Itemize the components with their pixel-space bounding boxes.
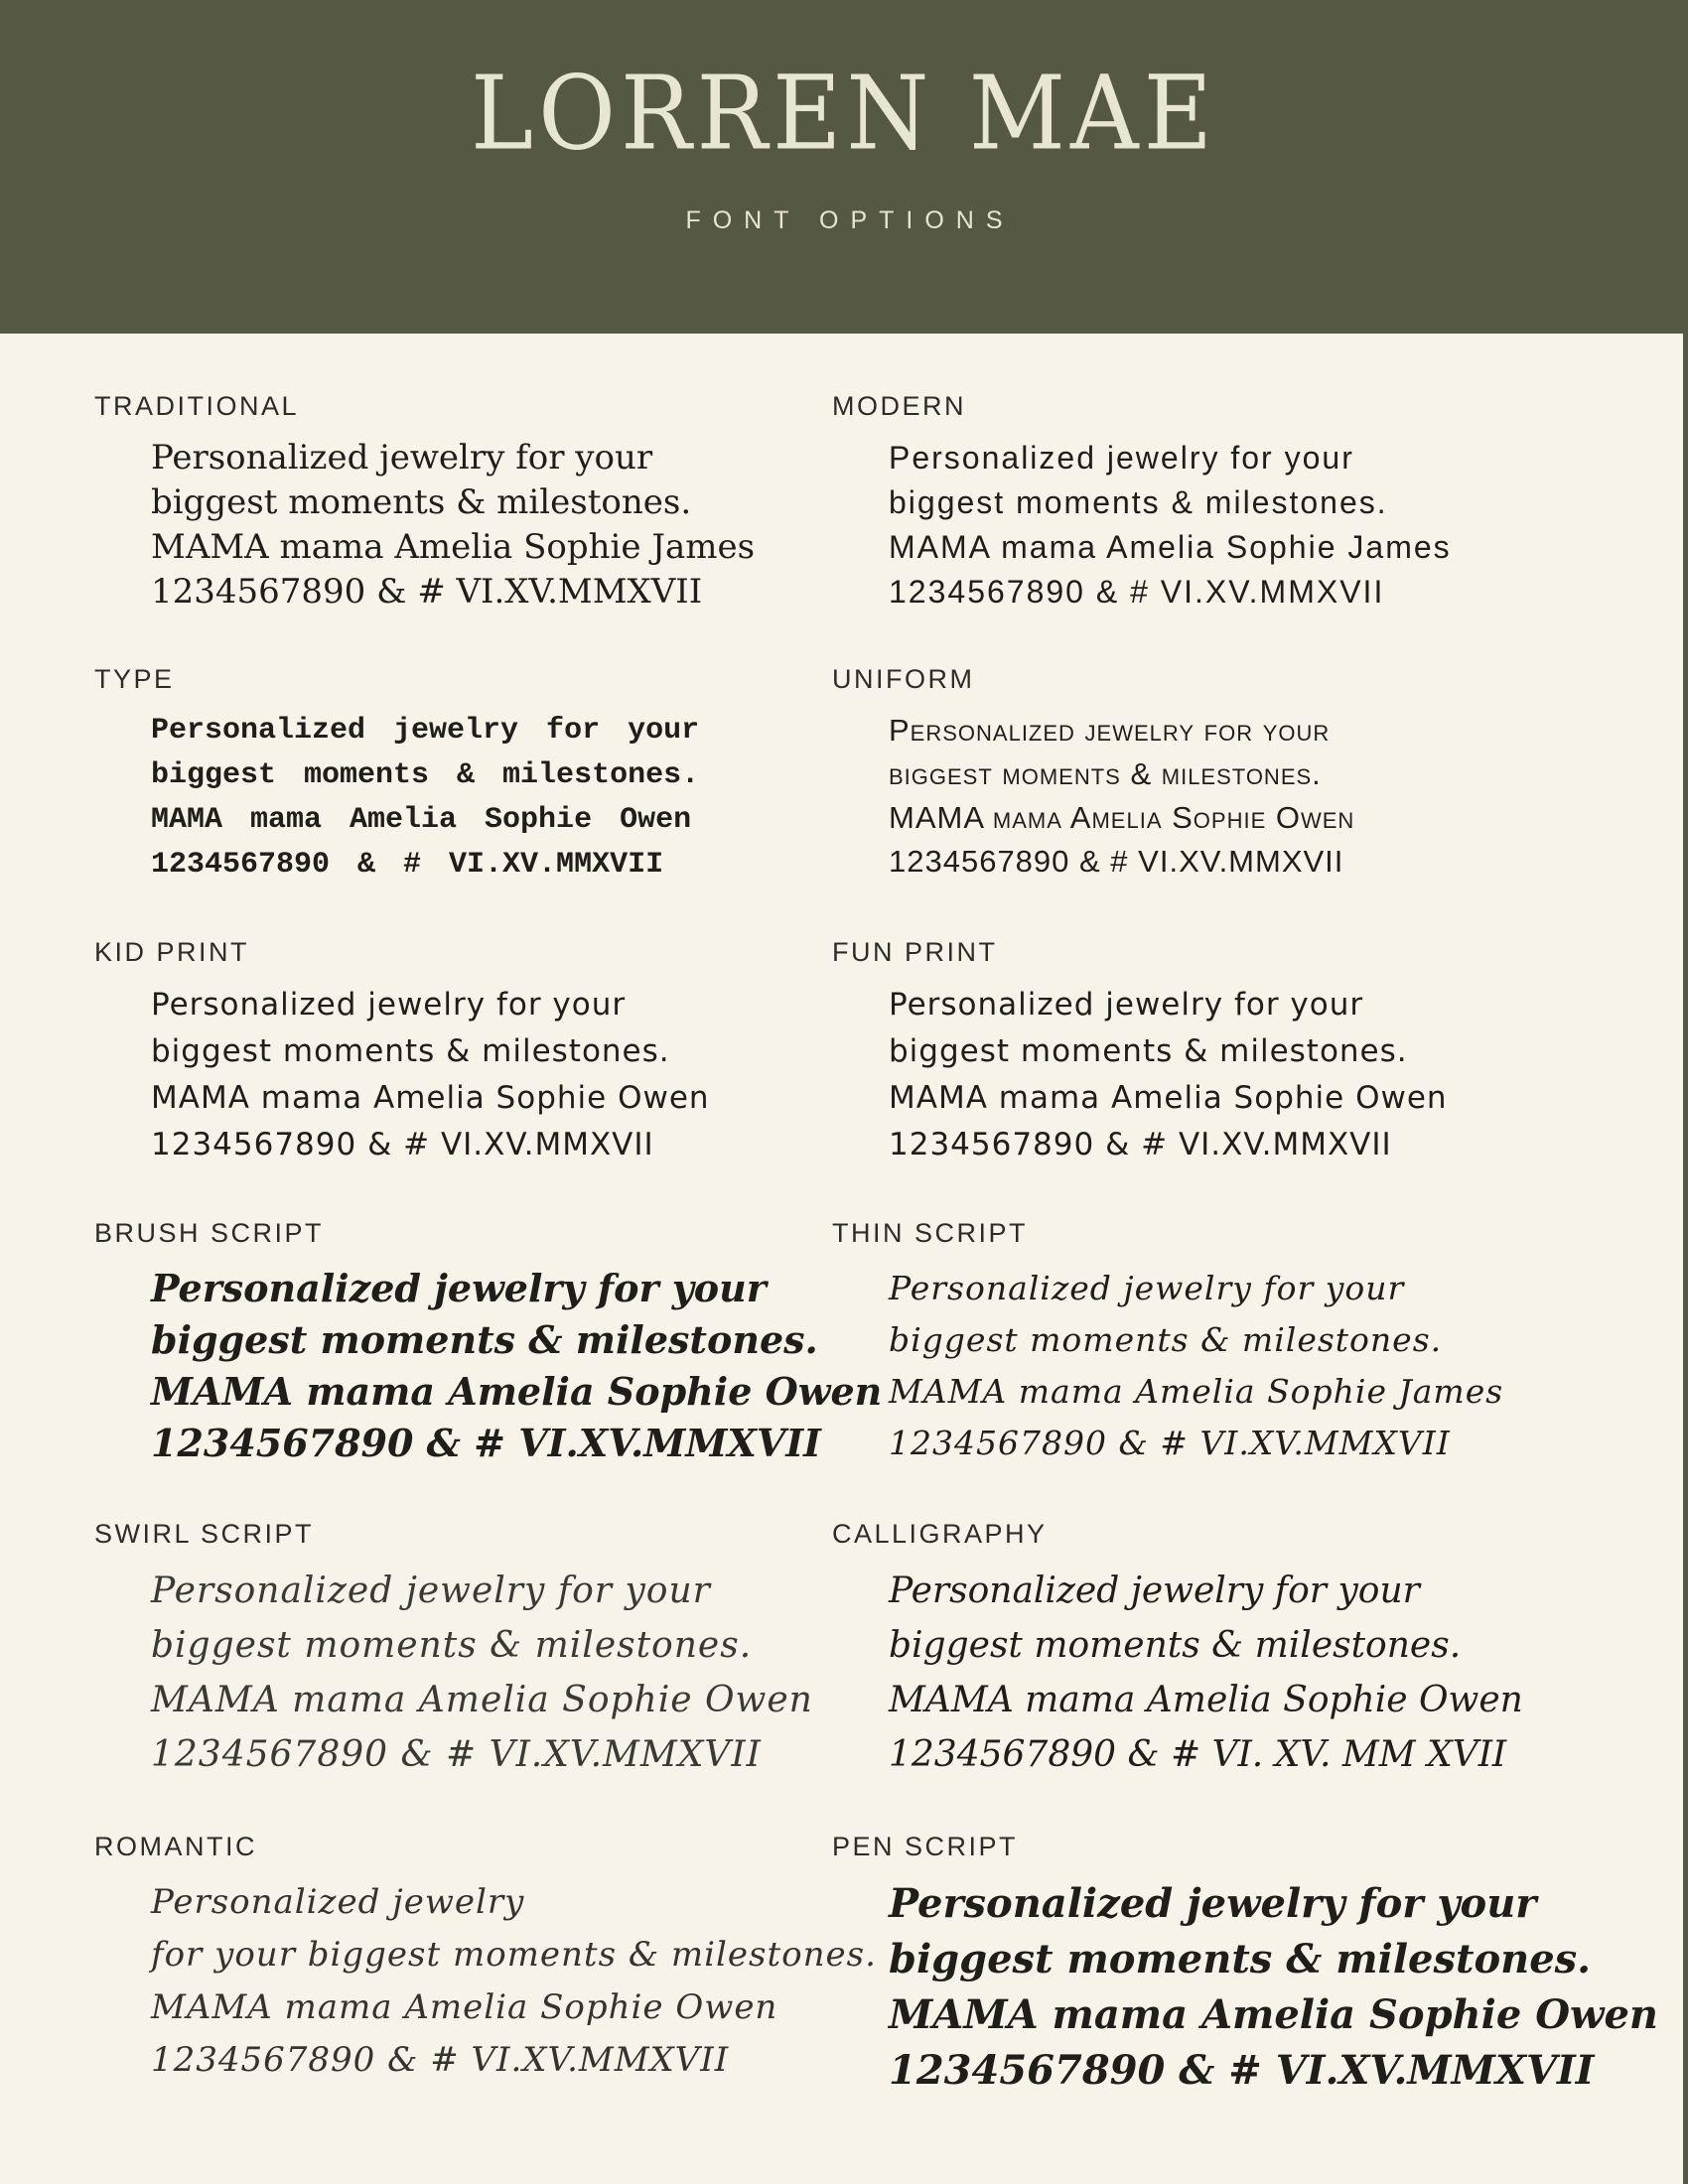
font-sample [832, 436, 1688, 614]
sample-line: Personalized jewelry for your [889, 713, 1331, 748]
sample-line: biggest moments & milestones. [889, 484, 1388, 520]
section-label: CALLIGRAPHY [832, 1519, 1048, 1549]
section-label: BRUSH SCRIPT [94, 1218, 325, 1248]
section-label: SWIRL SCRIPT [94, 1519, 315, 1549]
font-section-pen-script [814, 1832, 1688, 2099]
sample-line: biggest moments & milestones. [151, 1317, 818, 1362]
font-samples-grid [0, 334, 1688, 2148]
sample-line: MAMA mama Amelia Sophie Owen [151, 1987, 778, 2027]
sample-line: Personalized jewelry for your [151, 438, 653, 478]
sample-line: biggest moments & milestones. [889, 1033, 1408, 1069]
sample-line: Personalized jewelry for your [151, 987, 627, 1023]
sample-line: MAMA mama Amelia Sophie Owen [889, 1991, 1658, 2038]
font-section-romantic [0, 1832, 877, 2099]
section-label: TRADITIONAL [94, 391, 300, 421]
section-label: FUN PRINT [832, 937, 998, 967]
sample-line: biggest moments & milestones. [151, 482, 692, 522]
sample-line: Personalized jewelry for your [889, 1570, 1420, 1611]
sample-line: biggest moments & milestones. [151, 1033, 670, 1069]
font-section-calligraphy [814, 1519, 1688, 1782]
section-label: PEN SCRIPT [832, 1832, 1019, 1861]
sample-line: 1234567890 & # VI.XV.MMXVII [151, 2040, 730, 2080]
sample-line: biggest moments & milestones. [889, 1936, 1592, 1982]
sample-line: 1234567890 & # VI.XV.MMXVII [889, 844, 1344, 879]
section-label: THIN SCRIPT [832, 1218, 1029, 1248]
sample-line: Personalized jewelry for your [151, 1570, 711, 1611]
font-section-uniform [814, 664, 1688, 887]
sample-line: Personalized jewelry for your [889, 987, 1364, 1023]
sample-line: 1234567890 & # VI.XV.MMXVII [889, 1127, 1392, 1162]
font-sample [94, 709, 814, 887]
font-section-brush-script [0, 1218, 883, 1469]
sample-line: biggest moments & milestones. [889, 1625, 1462, 1666]
font-section-thin-script [814, 1218, 1688, 1469]
sample-line: 1234567890 & # VI.XV.MMXVII [151, 1421, 821, 1465]
font-sample [832, 982, 1688, 1168]
font-sample [94, 1564, 814, 1782]
page-edge-accent [1683, 0, 1688, 2184]
sample-line: Personalized jewelry for your [889, 1269, 1405, 1307]
sample-line: MAMA mama Amelia Sophie Owen [889, 1680, 1523, 1720]
sample-line: MAMA mama Amelia Sophie James [151, 527, 756, 567]
font-section-kid-print [0, 937, 814, 1168]
sample-line: MAMA mama Amelia Sophie Owen [151, 1369, 883, 1414]
sample-line: 1234567890 & # VI.XV.MMXVII [151, 1127, 654, 1162]
section-label: TYPE [94, 664, 175, 694]
sample-line: Personalized jewelry for your [151, 1266, 767, 1310]
sample-line: 1234567890 & # VI.XV.MMXVII [889, 2047, 1595, 2094]
font-section-modern [814, 391, 1688, 614]
sample-line: biggest moments & milestones. [889, 756, 1322, 791]
font-section-type [0, 664, 814, 887]
sample-line: MAMA mama Amelia Sophie James [889, 1372, 1504, 1411]
brand-title: LORREN MAE [471, 55, 1217, 174]
sample-line: Personalized jewelry for your [151, 714, 700, 748]
sample-line: 1234567890 & # VI.XV.MMXVII [889, 574, 1385, 610]
font-section-swirl-script [0, 1519, 814, 1782]
font-sample [832, 1876, 1688, 2099]
sample-line: biggest moments & milestones. [151, 1625, 753, 1666]
sample-line: 1234567890 & # VI. XV. MM XVII [889, 1734, 1507, 1775]
font-sample [832, 1564, 1688, 1782]
font-sample [94, 1876, 877, 2087]
sample-line: MAMA mama Amelia Sophie Owen [151, 1680, 813, 1720]
section-label: KID PRINT [94, 937, 250, 967]
sample-line: MAMA mama Amelia Sophie Owen [151, 803, 692, 837]
sample-line: 1234567890 & # VI.XV.MMXVII [151, 1734, 762, 1775]
sample-line: 1234567890 & # VI.XV.MMXVII [151, 572, 703, 612]
sample-line: MAMA mama Amelia Sophie Owen [889, 800, 1355, 835]
sample-line: MAMA mama Amelia Sophie James [889, 529, 1452, 565]
sample-line: for your biggest moments & milestones. [151, 1935, 877, 1975]
font-sample [832, 1263, 1688, 1469]
sample-line: MAMA mama Amelia Sophie Owen [889, 1080, 1448, 1116]
sample-line: Personalized jewelry for your [889, 1880, 1537, 1927]
font-sample [94, 436, 814, 614]
sample-line: Personalized jewelry for your [889, 440, 1354, 476]
sample-line: MAMA mama Amelia Sophie Owen [151, 1080, 710, 1116]
font-sample [832, 709, 1688, 884]
sample-line: Personalized jewelry [151, 1882, 525, 1922]
font-section-fun-print [814, 937, 1688, 1168]
sample-line: 1234567890 & # VI.XV.MMXVII [889, 1424, 1451, 1462]
section-label: MODERN [832, 391, 966, 421]
sample-line: biggest moments & milestones. [151, 758, 700, 792]
sample-line: 1234567890 & # VI.XV.MMXVII [151, 848, 664, 882]
sample-line: biggest moments & milestones. [889, 1320, 1443, 1359]
header-banner [0, 0, 1688, 334]
brand-subtitle: FONT OPTIONS [685, 205, 1015, 234]
font-section-traditional [0, 391, 814, 614]
section-label: ROMANTIC [94, 1832, 257, 1861]
font-sample [94, 982, 814, 1168]
font-sample [94, 1263, 883, 1469]
section-label: UNIFORM [832, 664, 975, 694]
